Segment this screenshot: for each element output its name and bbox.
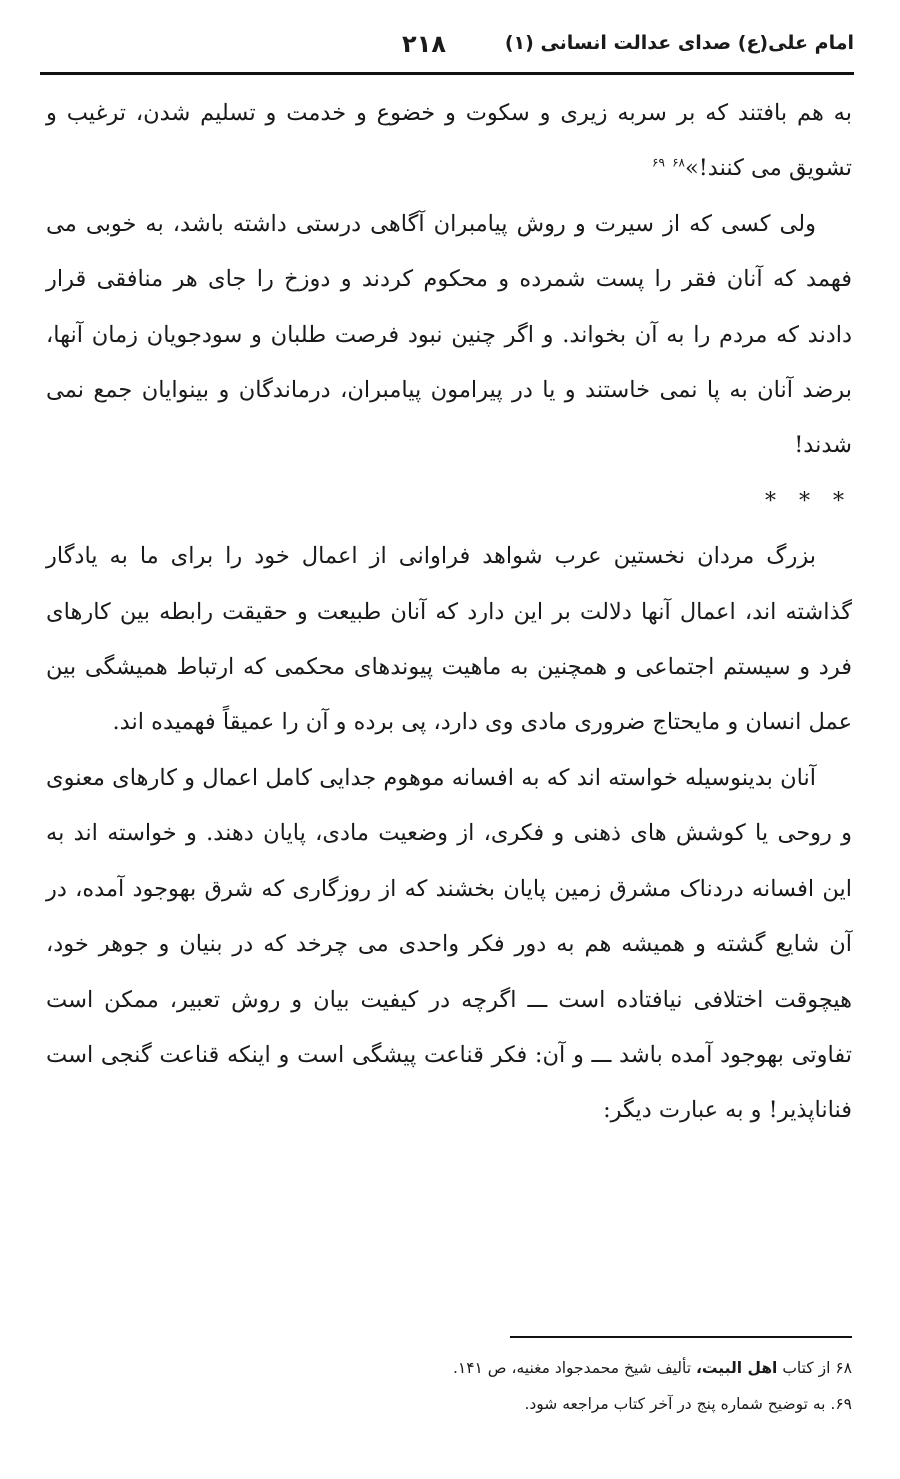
section-separator: * * *: [765, 488, 852, 514]
paragraph-1: [46, 86, 852, 197]
footnote-68-rest: تألیف شیخ محمدجواد مغنیه، ص ۱۴۱.: [452, 1359, 692, 1377]
header-book-title: امام علی(ع) صدای عدالت انسانی (۱): [504, 32, 854, 54]
footnote-68: [120, 1350, 852, 1386]
paragraph-2: ولی کسی که از سیرت و روش پیامبران آگاهی درستی داشته باشد، به خوبی می فهمد که آنان فقر را پست شمرده و محکوم کردند و دوزخ را جای هر منافقی قرار دادند که مردم را به آن بخواند. و اگر چنین نبود فرصت طلبان و سودجویان زمان آنها، برضد آنان به پا نمی خاستند و یا در پیرامون پیامبران، درماندگان و بینوایان جمع نمی شدند!: [46, 210, 852, 459]
paragraph-1-text: به هم بافتند که بر سربه زیری و سکوت و خضوع و خدمت و تسلیم شدن، ترغیب و تشویق می کنند!»: [46, 100, 852, 182]
footnotes: [120, 1350, 852, 1422]
main-text: [46, 86, 852, 1139]
running-header: [40, 30, 854, 70]
footnote-ref-69: ۶۹: [652, 155, 665, 170]
footnote-69: ۶۹. به توضیح شماره پنج در آخر کتاب مراجعه شود.: [524, 1395, 852, 1413]
paragraph-3: بزرگ مردان نخستین عرب شواهد فراوانی از اعمال خود را برای ما به یادگار گذاشته اند، اعمال آنها دلالت بر این دارد که آنان طبیعت و حقیقت رابطه بین کارهای فرد و سیستم اجتماعی و همچنین به ماهیت پیوندهای محکمی که ارتباط همیشگی بین عمل انسان و مایحتاج ضروری مادی وی دارد، پی برده و آن را عمیقاً فهمیده اند.: [46, 543, 852, 736]
page-number: ۲۱۸: [402, 30, 446, 58]
footnote-68-book-title: اهل البیت،: [696, 1359, 778, 1377]
footnote-68-prefix: از کتاب: [782, 1359, 831, 1377]
footnote-ref-68: ۶۸: [672, 155, 685, 170]
footnote-68-number: ۶۸: [835, 1359, 852, 1377]
paragraph-4: آنان بدینوسیله خواسته اند که به افسانه موهوم جدایی کامل اعمال و کارهای معنوی و روحی یا کوشش های ذهنی و فکری، از وضعیت مادی، پایان دهند. و خواسته اند به این افسانه دردناک مشرق زمین پایان بخشند که از روزگاری که شرق بهوجود آمده، در آن شایع گشته و همیشه هم به دور فکر واحدی می چرخد که در بنیان و جوهر خود، هیچوقت اختلافی نیافتاده است ـــ اگرچه در کیفیت بیان و روش تعبیر، ممکن است تفاوتی بهوجود آمده باشد ـــ و آن: فکر قناعت پیشگی است و اینکه قناعت گنجی است فناناپذیر! و به عبارت دیگر:: [46, 764, 852, 1124]
header-divider: [40, 72, 854, 75]
footnote-divider: [510, 1336, 852, 1338]
